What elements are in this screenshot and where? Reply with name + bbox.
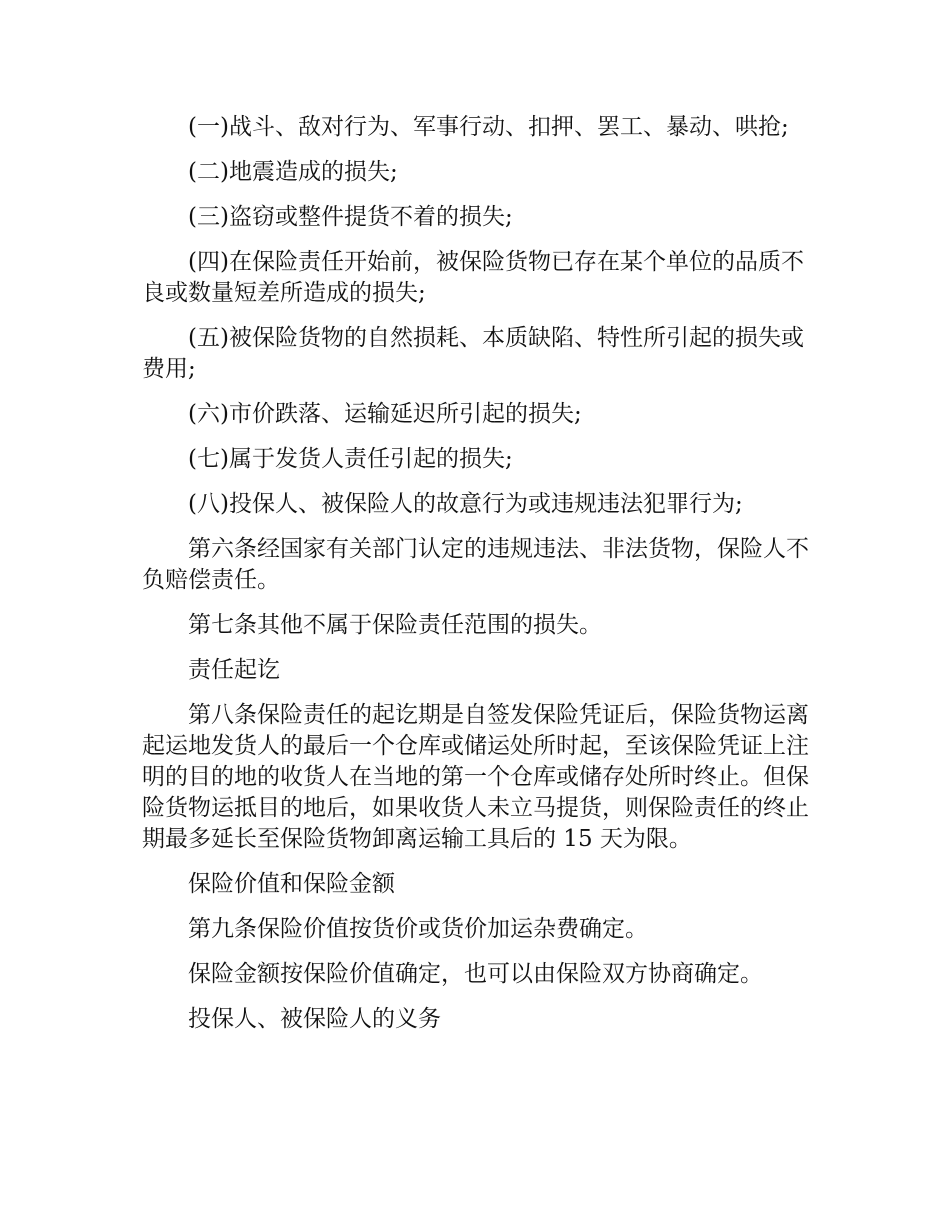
insured-amount-paragraph: 保险金额按保险价值确定，也可以由保险双方协商确定。 [188,961,763,987]
exclusion-item-6: (六)市价跌落、运输延迟所引起的损失; [188,401,582,427]
article-6: 第六条经国家有关部门认定的违规违法、非法货物，保险人不负赔偿责任。 [142,536,809,593]
section-heading-liability-period: 责任起讫 [188,657,280,683]
exclusion-item-2: (二)地震造成的损失; [188,159,398,185]
exclusion-item-5: (五)被保险货物的自然损耗、本质缺陷、特性所引起的损失或费用; [142,325,804,382]
exclusion-item-4: (四)在保险责任开始前，被保险货物已存在某个单位的品质不良或数量短差所造成的损失; [142,249,804,306]
section-heading-obligations: 投保人、被保险人的义务 [188,1006,441,1032]
document-page [142,112,814,1049]
exclusion-item-7: (七)属于发货人责任引起的损失; [188,446,513,472]
article-7: 第七条其他不属于保险责任范围的损失。 [188,612,602,638]
article-9: 第九条保险价值按货价或货价加运杂费确定。 [188,916,648,942]
section-heading-insured-value: 保险价值和保险金额 [188,871,395,897]
exclusion-item-1: (一)战斗、敌对行为、军事行动、扣押、罢工、暴动、哄抢; [188,114,789,140]
exclusion-item-8: (八)投保人、被保险人的故意行为或违规违法犯罪行为; [188,491,743,517]
exclusion-item-3: (三)盗窃或整件提货不着的损失; [188,204,513,230]
article-8: 第八条保险责任的起讫期是自签发保险凭证后，保险货物运离起运地发货人的最后一个仓库或储运处所时起，至该保险凭证上注明的目的地的收货人在当地的第一个仓库或储存处所时终止。但保险货物运抵目的地后，如果收货人未立马提货，则保险责任的终止期最多延长至保险货物卸离运输工具后的 15 天为限。 [142,702,809,852]
